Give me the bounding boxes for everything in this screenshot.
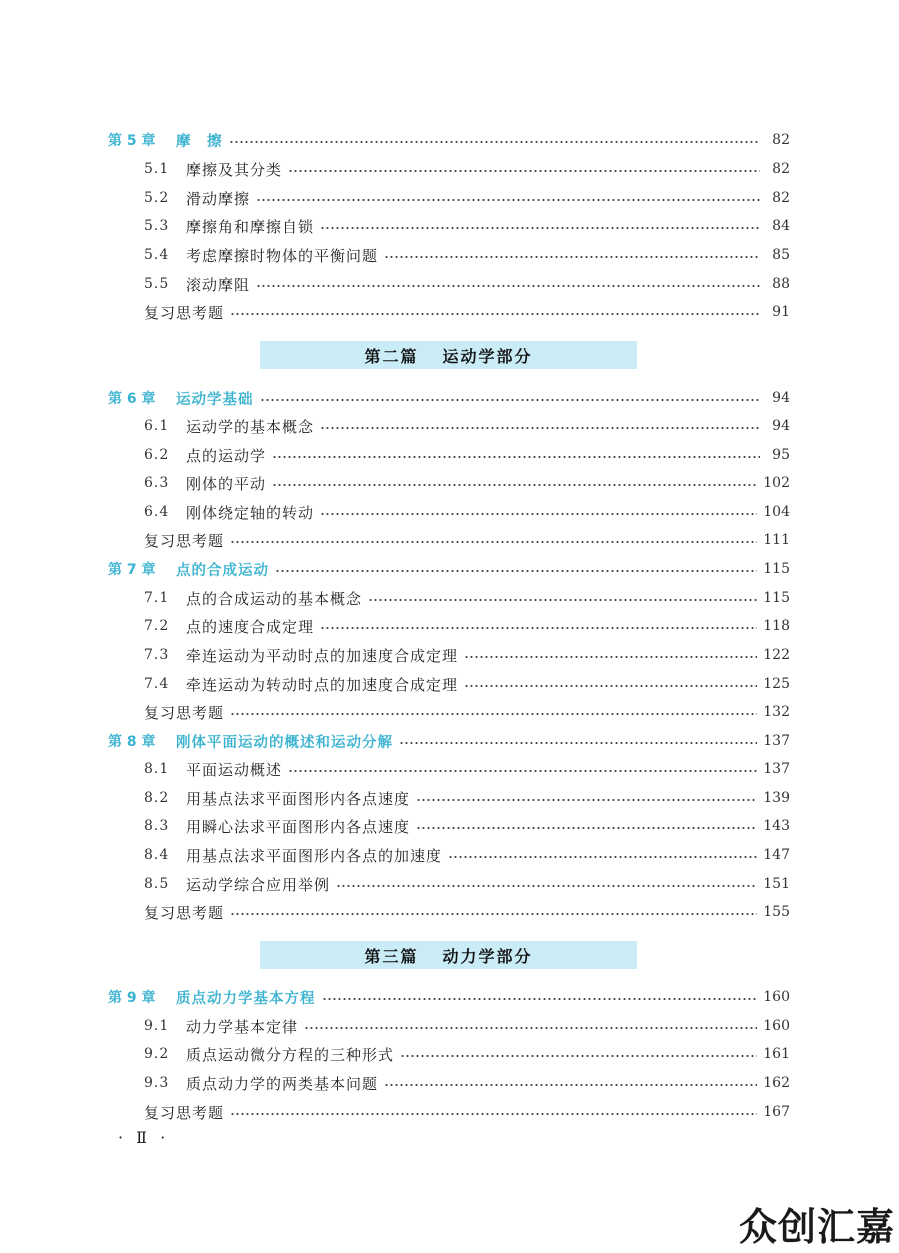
toc-chapter-6[interactable] — [108, 386, 790, 410]
dot-leader — [384, 243, 760, 267]
section-number: 8.3 — [144, 818, 170, 834]
chapter-title: 摩 擦 — [176, 133, 223, 150]
page-number: 115 — [763, 590, 790, 606]
section-number: 7.3 — [144, 647, 170, 663]
dot-leader — [464, 643, 757, 667]
section-title: 牵连运动为转动时点的加速度合成定理 — [186, 675, 459, 694]
dot-leader — [272, 471, 757, 495]
section-number: 7.1 — [144, 590, 170, 606]
dot-leader — [322, 985, 758, 1009]
toc-section-7-3[interactable] — [144, 643, 790, 667]
toc-chapter-8[interactable] — [108, 729, 790, 753]
section-title: 滑动摩擦 — [186, 189, 251, 208]
toc-section-5-2[interactable] — [144, 186, 790, 210]
toc-review-5[interactable] — [144, 300, 790, 324]
page-number: 94 — [772, 418, 790, 434]
dot-leader — [288, 157, 760, 181]
dot-leader — [288, 757, 757, 781]
dot-leader — [230, 700, 757, 724]
dot-leader — [416, 786, 757, 810]
section-number: 9.2 — [144, 1046, 170, 1062]
page-number: 91 — [772, 304, 790, 320]
section-title: 刚体的平动 — [186, 474, 267, 493]
review-title: 复习思考题 — [144, 1103, 225, 1122]
dot-leader — [368, 586, 757, 610]
toc-section-8-2[interactable] — [144, 786, 790, 810]
toc-section-5-4[interactable] — [144, 243, 790, 267]
dot-leader — [230, 528, 757, 552]
section-title: 考虑摩擦时物体的平衡问题 — [186, 246, 379, 265]
chapter-title: 质点动力学基本方程 — [176, 990, 316, 1007]
page-number: 132 — [763, 704, 790, 720]
dot-leader — [384, 1071, 757, 1095]
dot-leader — [256, 272, 760, 296]
section-title: 摩擦及其分类 — [186, 160, 283, 179]
part-label: 第三篇 — [364, 946, 419, 966]
dot-leader — [260, 386, 761, 410]
page-number: 167 — [763, 1104, 790, 1120]
toc-review-9[interactable] — [144, 1100, 790, 1124]
dot-leader — [320, 500, 757, 524]
section-title: 用基点法求平面图形内各点的加速度 — [186, 846, 443, 865]
section-number: 8.2 — [144, 790, 170, 806]
page-number: 115 — [763, 561, 790, 577]
watermark-logo: 众创汇嘉 — [738, 1205, 895, 1249]
page-number: 137 — [763, 761, 790, 777]
part-title: 动力学部分 — [442, 946, 533, 966]
page-number: 104 — [763, 504, 790, 520]
dot-leader — [230, 900, 757, 924]
review-title: 复习思考题 — [144, 303, 225, 322]
toc-review-8[interactable] — [144, 900, 790, 924]
section-number: 8.4 — [144, 847, 170, 863]
toc-review-7[interactable] — [144, 700, 790, 724]
page-number: 88 — [772, 276, 790, 292]
section-title: 质点动力学的两类基本问题 — [186, 1074, 379, 1093]
section-number: 6.3 — [144, 475, 170, 491]
section-number: 9.1 — [144, 1018, 170, 1034]
section-title: 运动学的基本概念 — [186, 417, 315, 436]
page-number: 95 — [772, 447, 790, 463]
toc-section-8-1[interactable] — [144, 757, 790, 781]
section-number: 7.4 — [144, 676, 170, 692]
page-number: 125 — [763, 676, 790, 692]
section-title: 运动学综合应用举例 — [186, 875, 331, 894]
page-number: 82 — [772, 132, 790, 148]
dot-leader — [448, 843, 757, 867]
page-number: 161 — [763, 1046, 790, 1062]
toc-section-7-1[interactable] — [144, 586, 790, 610]
dot-leader — [256, 186, 760, 210]
toc-section-5-1[interactable] — [144, 157, 790, 181]
dot-leader — [275, 557, 757, 581]
section-title: 动力学基本定律 — [186, 1017, 299, 1036]
section-number: 5.3 — [144, 218, 170, 234]
chapter-number: 第 7 章 — [108, 562, 156, 578]
section-title: 摩擦角和摩擦自锁 — [186, 217, 315, 236]
toc-section-8-5[interactable] — [144, 872, 790, 896]
page-number: 122 — [763, 647, 790, 663]
page-number: 84 — [772, 218, 790, 234]
page-number: 94 — [772, 390, 790, 406]
section-title: 点的速度合成定理 — [186, 617, 315, 636]
dot-leader — [336, 872, 757, 896]
page-number: 82 — [772, 190, 790, 206]
dot-leader — [272, 443, 760, 467]
page-number: 143 — [763, 818, 790, 834]
page-number: 82 — [772, 161, 790, 177]
toc-review-6[interactable] — [144, 528, 790, 552]
page-number: 162 — [763, 1075, 790, 1091]
part-heading-3 — [260, 941, 637, 969]
section-title: 牵连运动为平动时点的加速度合成定理 — [186, 646, 459, 665]
chapter-number: 第 8 章 — [108, 734, 156, 750]
dot-leader — [399, 729, 757, 753]
chapter-title: 运动学基础 — [176, 391, 254, 408]
part-label: 第二篇 — [364, 346, 419, 366]
section-number: 5.2 — [144, 190, 170, 206]
chapter-number: 第 9 章 — [108, 990, 156, 1006]
toc-section-6-1[interactable] — [144, 414, 790, 438]
section-number: 6.2 — [144, 447, 170, 463]
page-number: 147 — [763, 847, 790, 863]
toc-section-6-2[interactable] — [144, 443, 790, 467]
toc-chapter-9[interactable] — [108, 985, 790, 1009]
dot-leader — [416, 814, 757, 838]
dot-leader — [320, 614, 757, 638]
toc-section-9-3[interactable] — [144, 1071, 790, 1095]
toc-section-9-1[interactable] — [144, 1014, 790, 1038]
section-title: 点的合成运动的基本概念 — [186, 589, 363, 608]
page-number: 139 — [763, 790, 790, 806]
part-heading-2 — [260, 341, 637, 369]
page-number: 137 — [763, 733, 790, 749]
toc-section-9-2[interactable] — [144, 1042, 790, 1066]
toc-section-7-2[interactable] — [144, 614, 790, 638]
page-number: 160 — [763, 989, 790, 1005]
section-number: 5.5 — [144, 276, 170, 292]
section-number: 5.1 — [144, 161, 170, 177]
section-number: 9.3 — [144, 1075, 170, 1091]
dot-leader — [320, 214, 760, 238]
review-title: 复习思考题 — [144, 703, 225, 722]
dot-leader — [400, 1042, 757, 1066]
page-number: 111 — [763, 532, 790, 548]
toc-section-5-5[interactable] — [144, 272, 790, 296]
section-title: 刚体绕定轴的转动 — [186, 503, 315, 522]
dot-leader — [320, 414, 760, 438]
dot-leader — [304, 1014, 757, 1038]
page-number: 155 — [763, 904, 790, 920]
section-title: 点的运动学 — [186, 446, 267, 465]
section-title: 平面运动概述 — [186, 760, 283, 779]
chapter-number: 第 6 章 — [108, 391, 156, 407]
toc-section-8-4[interactable] — [144, 843, 790, 867]
page-number: 151 — [763, 876, 790, 892]
dot-leader — [230, 300, 760, 324]
toc-section-5-3[interactable] — [144, 214, 790, 238]
chapter-number: 第 5 章 — [108, 133, 156, 149]
section-number: 6.4 — [144, 504, 170, 520]
section-number: 7.2 — [144, 618, 170, 634]
review-title: 复习思考题 — [144, 903, 225, 922]
toc-section-8-3[interactable] — [144, 814, 790, 838]
chapter-title: 点的合成运动 — [176, 562, 269, 579]
chapter-title: 刚体平面运动的概述和运动分解 — [176, 734, 393, 751]
dot-leader — [230, 1100, 757, 1124]
section-title: 用基点法求平面图形内各点速度 — [186, 789, 411, 808]
section-number: 8.5 — [144, 876, 170, 892]
section-title: 用瞬心法求平面图形内各点速度 — [186, 817, 411, 836]
page-footer-number: · Ⅱ · — [118, 1128, 170, 1147]
toc-section-7-4[interactable] — [144, 672, 790, 696]
toc-section-6-4[interactable] — [144, 500, 790, 524]
dot-leader — [464, 672, 757, 696]
page-number: 160 — [763, 1018, 790, 1034]
section-number: 8.1 — [144, 761, 170, 777]
page-number: 102 — [763, 475, 790, 491]
page-number: 85 — [772, 247, 790, 263]
page-number: 118 — [763, 618, 790, 634]
toc-section-6-3[interactable] — [144, 471, 790, 495]
dot-leader — [229, 128, 761, 152]
part-title: 运动学部分 — [442, 346, 533, 366]
toc-chapter-5[interactable] — [108, 128, 790, 152]
toc-chapter-7[interactable] — [108, 557, 790, 581]
section-title: 滚动摩阻 — [186, 275, 251, 294]
section-number: 6.1 — [144, 418, 170, 434]
section-number: 5.4 — [144, 247, 170, 263]
section-title: 质点运动微分方程的三种形式 — [186, 1045, 395, 1064]
review-title: 复习思考题 — [144, 531, 225, 550]
